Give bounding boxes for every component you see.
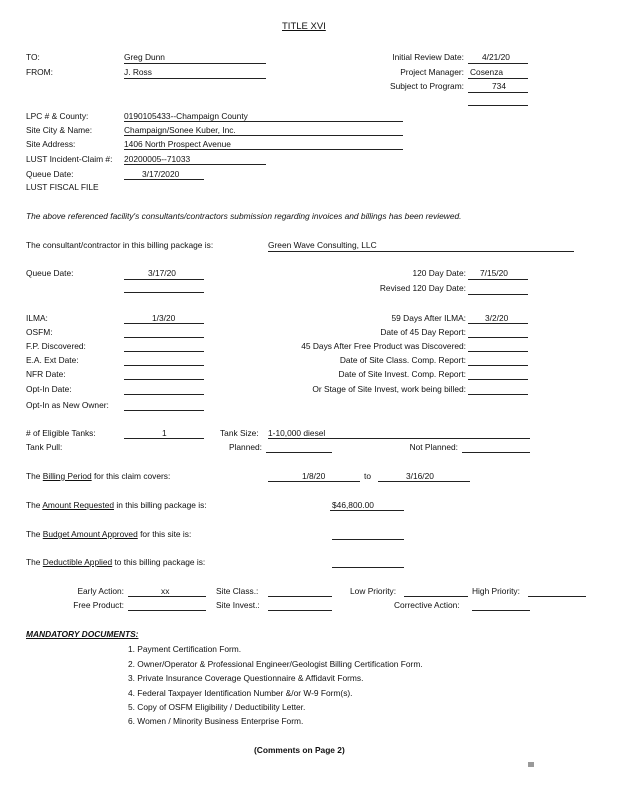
scc-underline bbox=[468, 365, 528, 366]
day120-underline bbox=[468, 279, 528, 280]
eligible-tanks-underline bbox=[124, 438, 204, 439]
billing-period-to-underline bbox=[378, 481, 470, 482]
subject-value: 734 bbox=[492, 81, 506, 91]
address-underline bbox=[124, 149, 403, 150]
not-planned-underline bbox=[462, 452, 530, 453]
corrective-action-label: Corrective Action: bbox=[394, 600, 460, 610]
deductible-line: The Deductible Applied to this billing package is: bbox=[26, 557, 206, 567]
billing-period-from: 1/8/20 bbox=[302, 471, 326, 481]
consultant-value: Green Wave Consulting, LLC bbox=[268, 240, 377, 250]
budget-underline bbox=[332, 539, 404, 540]
review-statement: The above referenced facility's consultants/contractors submission regarding invoices and billings has been reviewed. bbox=[26, 211, 462, 221]
address-label: Site Address: bbox=[26, 139, 76, 149]
to-underline bbox=[124, 63, 266, 64]
mandatory-item: 1. Payment Certification Form. bbox=[128, 644, 242, 654]
queue-date-underline bbox=[124, 279, 204, 280]
city-underline bbox=[124, 135, 403, 136]
amount-requested-underline bbox=[330, 510, 404, 511]
fpd45-label: 45 Days After Free Product was Discovered: bbox=[301, 341, 466, 351]
osfm-underline bbox=[124, 337, 204, 338]
eligible-tanks-label: # of Eligible Tanks: bbox=[26, 428, 96, 438]
day59-label: 59 Days After ILMA: bbox=[391, 313, 466, 323]
day120-value: 7/15/20 bbox=[480, 268, 508, 278]
subject-label: Subject to Program: bbox=[389, 81, 464, 91]
low-priority-label: Low Priority: bbox=[350, 586, 397, 596]
nfr-label: NFR Date: bbox=[26, 369, 66, 379]
site-queue-value: 3/17/2020 bbox=[142, 169, 180, 179]
to-label: TO: bbox=[26, 52, 40, 62]
site-invest-label: Site Invest.: bbox=[216, 600, 260, 610]
page-title: TITLE XVI bbox=[282, 21, 326, 32]
day59-underline bbox=[468, 323, 528, 324]
mandatory-item: 5. Copy of OSFM Eligibility / Deductibility Letter. bbox=[128, 702, 306, 712]
corrective-action-underline bbox=[472, 610, 530, 611]
address-value: 1406 North Prospect Avenue bbox=[124, 139, 231, 149]
report45-underline bbox=[468, 337, 528, 338]
ilma-label: ILMA: bbox=[26, 313, 48, 323]
early-action-underline bbox=[128, 596, 206, 597]
optin-owner-label: Opt-In as New Owner: bbox=[26, 400, 109, 410]
free-product-label: Free Product: bbox=[73, 600, 124, 610]
mandatory-item: 2. Owner/Operator & Professional Engineer/Geologist Billing Certification Form. bbox=[128, 659, 423, 669]
early-action-label: Early Action: bbox=[77, 586, 124, 596]
project-manager-label: Project Manager: bbox=[400, 67, 464, 77]
fiscal-label: LUST FISCAL FILE bbox=[26, 182, 99, 192]
site-queue-underline bbox=[124, 179, 204, 180]
optin-owner-underline bbox=[124, 410, 204, 411]
initial-review-underline bbox=[468, 63, 528, 64]
lpc-value: 0190105433--Champaign County bbox=[124, 111, 248, 121]
tank-size-value: 1-10,000 diesel bbox=[268, 428, 326, 438]
queue-date-extra-underline bbox=[124, 292, 204, 293]
subject-underline bbox=[468, 92, 528, 93]
sic-underline bbox=[468, 379, 528, 380]
low-priority-underline bbox=[404, 596, 468, 597]
lust-value: 20200005--71033 bbox=[124, 154, 191, 164]
city-label: Site City & Name: bbox=[26, 125, 93, 135]
revised120-underline bbox=[468, 294, 528, 295]
fp-label: F.P. Discovered: bbox=[26, 341, 86, 351]
lust-underline bbox=[124, 164, 266, 165]
day59-value: 3/2/20 bbox=[485, 313, 509, 323]
amount-requested-line: The Amount Requested in this billing package is: bbox=[26, 500, 207, 510]
ilma-value: 1/3/20 bbox=[152, 313, 176, 323]
site-class-label: Site Class.: bbox=[216, 586, 259, 596]
mandatory-item: 6. Women / Minority Business Enterprise Form. bbox=[128, 716, 304, 726]
consultant-underline bbox=[268, 251, 574, 252]
mandatory-item: 4. Federal Taxpayer Identification Number &/or W-9 Form(s). bbox=[128, 688, 353, 698]
fpd45-underline bbox=[468, 351, 528, 352]
free-product-underline bbox=[128, 610, 206, 611]
mandatory-item: 3. Private Insurance Coverage Questionnaire & Affidavit Forms. bbox=[128, 673, 364, 683]
lust-label: LUST Incident-Claim #: bbox=[26, 154, 113, 164]
report45-label: Date of 45 Day Report: bbox=[380, 327, 466, 337]
from-label: FROM: bbox=[26, 67, 53, 77]
amount-requested-value: $46,800.00 bbox=[332, 500, 374, 510]
not-planned-label: Not Planned: bbox=[409, 442, 458, 452]
city-value: Champaign/Sonee Kuber, Inc. bbox=[124, 125, 236, 135]
project-manager-underline bbox=[468, 78, 528, 79]
high-priority-underline bbox=[528, 596, 586, 597]
billing-period-line: The Billing Period for this claim covers: bbox=[26, 471, 171, 481]
stage-label: Or Stage of Site Invest, work being billed: bbox=[312, 384, 466, 394]
lpc-underline bbox=[124, 121, 403, 122]
initial-review-value: 4/21/20 bbox=[482, 52, 510, 62]
tank-size-underline bbox=[268, 438, 530, 439]
project-manager-value: Cosenza bbox=[470, 67, 504, 77]
eligible-tanks-value: 1 bbox=[162, 428, 167, 438]
queue-date-value: 3/17/20 bbox=[148, 268, 176, 278]
planned-underline bbox=[266, 452, 332, 453]
to-value: Greg Dunn bbox=[124, 52, 165, 62]
ilma-underline bbox=[124, 323, 204, 324]
billing-period-to-word: to bbox=[364, 471, 371, 481]
billing-period-to: 3/16/20 bbox=[406, 471, 434, 481]
high-priority-label: High Priority: bbox=[472, 586, 520, 596]
site-class-underline bbox=[268, 596, 332, 597]
planned-label: Planned: bbox=[228, 442, 262, 452]
fp-underline bbox=[124, 351, 204, 352]
budget-line: The Budget Amount Approved for this site is: bbox=[26, 529, 192, 539]
site-queue-label: Queue Date: bbox=[26, 169, 74, 179]
tank-pull-label: Tank Pull: bbox=[26, 442, 63, 452]
from-value: J. Ross bbox=[124, 67, 152, 77]
billing-period-from-underline bbox=[268, 481, 360, 482]
consultant-label: The consultant/contractor in this billing package is: bbox=[26, 240, 214, 250]
scan-mark bbox=[528, 762, 534, 767]
comments-footer: (Comments on Page 2) bbox=[254, 745, 345, 755]
deductible-underline bbox=[332, 567, 404, 568]
day120-label: 120 Day Date: bbox=[412, 268, 466, 278]
ea-label: E.A. Ext Date: bbox=[26, 355, 79, 365]
revised120-label: Revised 120 Day Date: bbox=[379, 283, 466, 293]
stage-underline bbox=[468, 394, 528, 395]
early-action-value: xx bbox=[161, 586, 170, 596]
optin-label: Opt-In Date: bbox=[26, 384, 72, 394]
initial-review-label: Initial Review Date: bbox=[392, 52, 464, 62]
sic-label: Date of Site Invest. Comp. Report: bbox=[338, 369, 466, 379]
tank-size-label: Tank Size: bbox=[220, 428, 259, 438]
nfr-underline bbox=[124, 379, 204, 380]
osfm-label: OSFM: bbox=[26, 327, 53, 337]
from-underline bbox=[124, 78, 266, 79]
subject-extra-underline bbox=[468, 105, 528, 106]
site-invest-underline bbox=[268, 610, 332, 611]
ea-underline bbox=[124, 365, 204, 366]
mandatory-heading: MANDATORY DOCUMENTS: bbox=[26, 629, 139, 639]
queue-date-label: Queue Date: bbox=[26, 268, 74, 278]
scc-label: Date of Site Class. Comp. Report: bbox=[339, 355, 466, 365]
lpc-label: LPC # & County: bbox=[26, 111, 89, 121]
optin-underline bbox=[124, 394, 204, 395]
